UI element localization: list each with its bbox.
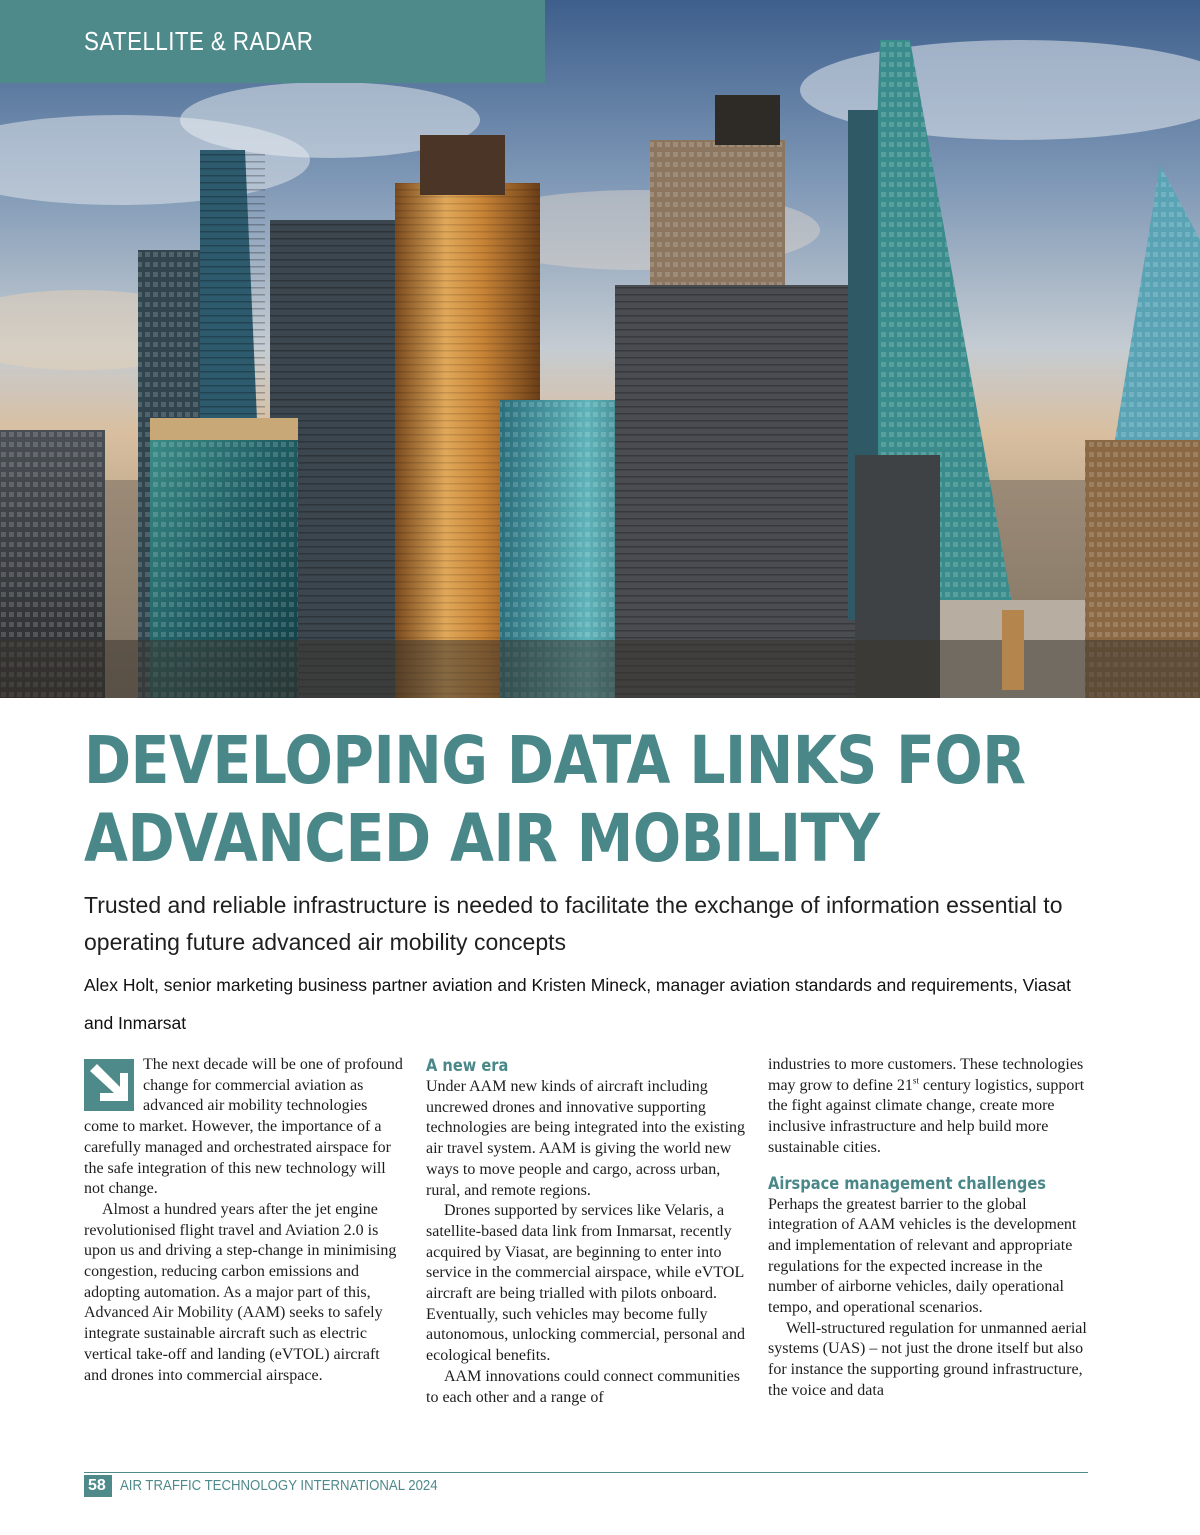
paragraph <box>768 1055 1090 1159</box>
paragraph: The next decade will be one of profound change for commercial aviation as advanced air mobility technologies come to market. However, the importance of a carefully managed and orchestrated airspace for the safe integration of this new technology will not change. <box>84 1056 403 1198</box>
hero-image <box>0 0 1200 698</box>
headline-line-1: DEVELOPING DATA LINKS FOR <box>84 722 1026 799</box>
section-label-tab <box>0 0 545 83</box>
footer-rule <box>84 1472 1088 1473</box>
headline-line-2: ADVANCED AIR MOBILITY <box>84 800 880 877</box>
publication-name-box <box>112 1475 485 1497</box>
subheading: Airspace management challenges <box>768 1173 1047 1194</box>
body-column-2 <box>426 1055 748 1408</box>
subheading: A new era <box>426 1056 509 1076</box>
paragraph-text: century logistics, support the fight against climate change, create more inclusive infrastructure and help build more sustainable cities. <box>768 1076 1085 1156</box>
page-number: 58 <box>88 1477 106 1494</box>
publication-name: AIR TRAFFIC TECHNOLOGY INTERNATIONAL 2024 <box>119 1477 438 1494</box>
section-label: SATELLITE & RADAR <box>84 26 314 56</box>
standfirst: Trusted and reliable infrastructure is needed to facilitate the exchange of information essential to operating future advanced air mobility concepts <box>84 892 1063 955</box>
city-skyline-illustration <box>0 0 1200 698</box>
ordinal-suffix: st <box>912 1075 919 1086</box>
paragraph: Perhaps the greatest barrier to the global integration of AAM vehicles is the development and implementation of relevant and appropriate regulations for the expected increase in the number of airborne vehicles, daily operational tempo, and operational scenarios. <box>768 1195 1077 1317</box>
paragraph: Almost a hundred years after the jet engine revolutionised flight travel and Aviation 2.0 is upon us and driving a step-change in minimising congestion, reducing carbon emissions and adopting automation. As a major part of this, Advanced Air Mobility (AAM) seeks to safely integrate sustainable aircraft such as electric vertical take-off and landing (eVTOL) aircraft and drones into commercial airspace. <box>84 1200 397 1384</box>
page-folio <box>84 1475 485 1497</box>
paragraph: Drones supported by services like Velaris, a satellite-based data link from Inmarsat, recently acquired by Viasat, are beginning to enter into service in the commercial airspace, while eVTOL aircraft are being trialled with pilots onboard. Eventually, such vehicles may become fully autonomous, unlocking commercial, personal and ecological benefits. <box>426 1202 746 1365</box>
body-column-1 <box>84 1055 406 1386</box>
paragraph: Under AAM new kinds of aircraft including uncrewed drones and innovative supporting technologies are being integrated into the existing air travel system. AAM is giving the world new ways to move people and cargo, across urban, rural, and remote regions. <box>426 1078 746 1199</box>
article-headline <box>84 722 1026 878</box>
paragraph-text: industries to more customers. These technologies may grow to define 21 <box>768 1056 1084 1094</box>
arrow-down-right-icon <box>84 1059 134 1111</box>
body-column-3 <box>768 1055 1090 1402</box>
paragraph: Well-structured regulation for unmanned aerial systems (UAS) – not just the drone itself but also for instance the supporting ground infrastructure, the voice and data <box>768 1319 1087 1399</box>
byline: Alex Holt, senior marketing business partner aviation and Kristen Mineck, manager aviation standards and requirements, Viasat and Inmarsat <box>84 975 1071 1033</box>
paragraph: AAM innovations could connect communities to each other and a range of <box>426 1367 740 1406</box>
